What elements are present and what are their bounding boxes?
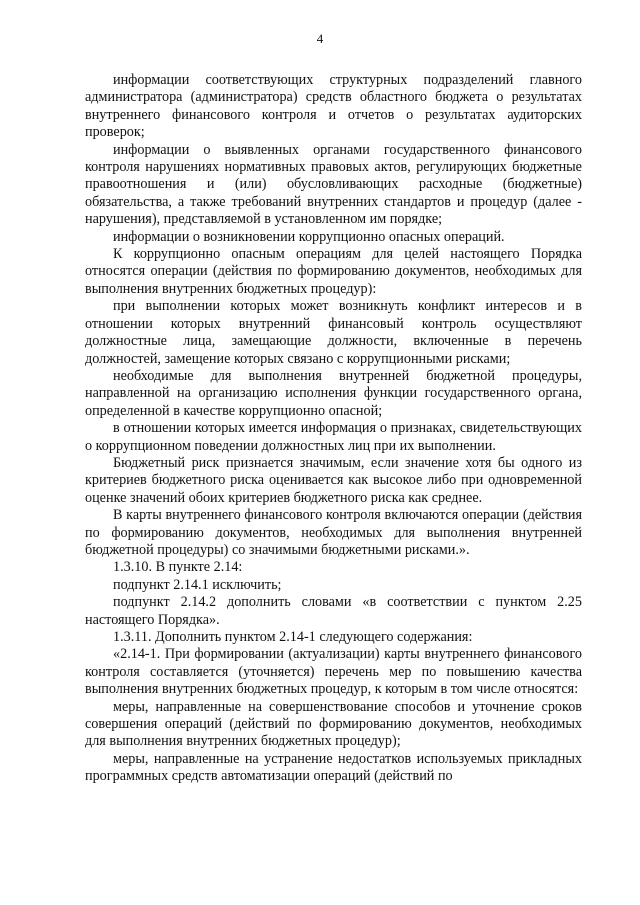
paragraph: информации о возникновении коррупционно опасных операций. [113,228,505,245]
paragraph: при выполнении которых может возникнуть конфликт интересов и в отношении которых внутренний финансовый контроль осуществляют должностные лица, замещающие должности, включенные в перечень должностей, замещение которых связано с коррупционными рисками; [85,298,582,367]
paragraph: 1.3.11. Дополнить пунктом 2.14-1 следующего содержания: [113,629,473,645]
paragraph: «2.14-1. При формировании (актуализации) карты внутреннего финансового контроля составляется (уточняется) перечень мер по повышению качества выполнения внутренних бюджетных процедур, к которым в том числе относятся: [85,646,582,698]
paragraph: В карты внутреннего финансового контроля включаются операции (действия по формированию документов, необходимых для выполнения внутренней бюджетной процедуры) со значимыми бюджетными рисками.». [85,507,582,558]
paragraph: Бюджетный риск признается значимым, если значение хотя бы одного из критериев бюджетного риска оценивается как высокое либо при одновременной оценке значений обоих критериев бюджетного риска как среднее. [85,454,582,506]
paragraph: К коррупционно опасным операциям для целей настоящего Порядка относятся операции (действия по формированию документов, необходимых для выполнения внутренних бюджетных процедур): [85,246,582,297]
paragraph: меры, направленные на устранение недостатков используемых прикладных программных средств автоматизации операций (действий по [85,750,582,785]
paragraph: меры, направленные на совершенствование способов и уточнение сроков совершения операций (действий по формированию документов, необходимых для выполнения внутренних бюджетных процедур); [85,698,582,750]
document-body [85,72,582,786]
paragraph: информации о выявленных органами государственного финансового контроля нарушениях нормативных правовых актов, регулирующих бюджетные правоотношения и (или) обусловливающих расходные (бюджетные) обязательства, а также требований внутренних стандартов и процедур (далее - нарушения), представляемой в установленном им порядке; [85,141,582,228]
paragraph: подпункт 2.14.1 исключить; [113,576,282,593]
paragraph: 1.3.10. В пункте 2.14: [113,559,243,576]
paragraph: в отношении которых имеется информация о признаках, свидетельствующих о коррупционном поведении должностных лиц при их выполнении. [85,420,582,454]
paragraph: необходимые для выполнения внутренней бюджетной процедуры, направленной на организацию исполнения функции государственного органа, определенной в качестве коррупционно опасной; [85,367,582,419]
paragraph: информации соответствующих структурных подразделений главного администратора (администратора) средств областного бюджета о результатах внутреннего финансового контроля и отчетов о результатах аудиторских проверок; [85,72,582,141]
page-number: 4 [316,31,324,46]
paragraph: подпункт 2.14.2 дополнить словами «в соответствии с пунктом 2.25 настоящего Порядка». [85,594,582,628]
